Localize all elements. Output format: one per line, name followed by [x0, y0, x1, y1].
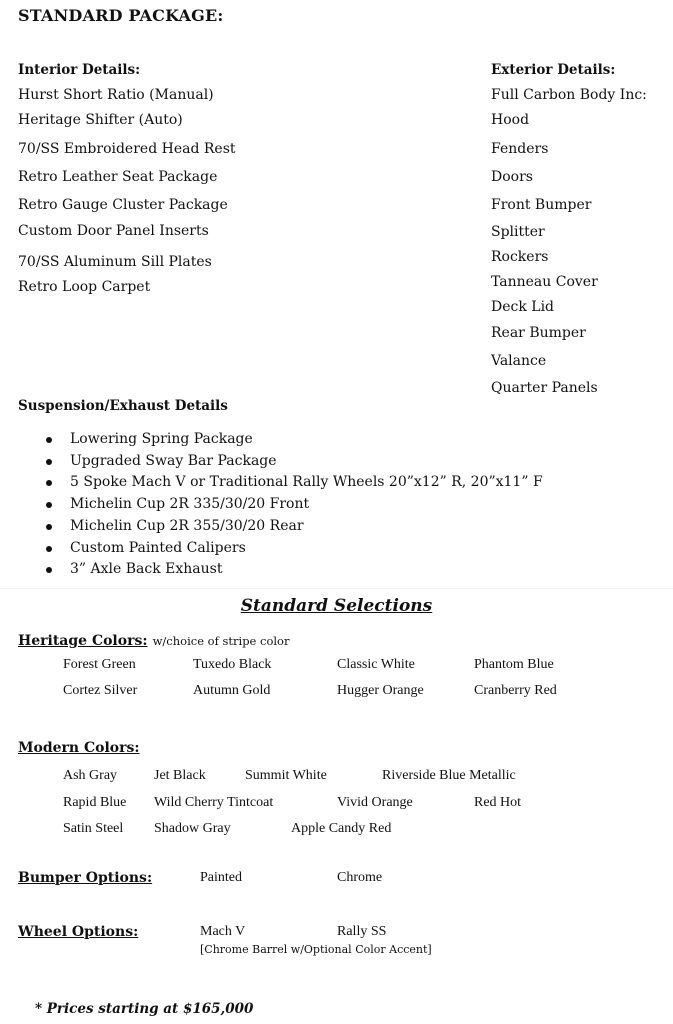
- exterior-item: Hood: [491, 112, 530, 128]
- heritage-color: Forest Green: [63, 657, 136, 672]
- exterior-item: Splitter: [491, 224, 545, 240]
- heritage-color: Cranberry Red: [474, 683, 557, 698]
- bullet-icon: [46, 437, 52, 443]
- exterior-item: Valance: [491, 353, 547, 369]
- bumper-option: Painted: [200, 870, 242, 885]
- wheel-options-label: Wheel Options:: [18, 924, 139, 940]
- heritage-color: Cortez Silver: [63, 683, 138, 698]
- bumper-options-label: Bumper Options:: [18, 870, 153, 886]
- exterior-item: Tanneau Cover: [491, 274, 598, 290]
- wheel-options-note: [Chrome Barrel w/Optional Color Accent]: [200, 943, 432, 956]
- bumper-option: Chrome: [337, 870, 383, 885]
- heritage-color: Hugger Orange: [337, 683, 424, 698]
- heritage-color: Autumn Gold: [193, 683, 271, 698]
- suspension-item-text: Michelin Cup 2R 355/30/20 Rear: [70, 518, 304, 534]
- interior-header: Interior Details:: [18, 62, 141, 78]
- exterior-item: Deck Lid: [491, 299, 555, 315]
- modern-color: Satin Steel: [63, 821, 124, 836]
- wheel-option: Rally SS: [337, 924, 387, 939]
- suspension-list-item: [70, 518, 304, 534]
- page-title: STANDARD PACKAGE:: [18, 6, 224, 25]
- heritage-color: Tuxedo Black: [193, 657, 272, 672]
- exterior-item: Full Carbon Body Inc:: [491, 87, 647, 103]
- modern-color: Rapid Blue: [63, 795, 127, 810]
- bullet-icon: [46, 502, 52, 508]
- suspension-list-item: [70, 474, 543, 490]
- interior-item: Retro Leather Seat Package: [18, 169, 218, 185]
- interior-item: Retro Gauge Cluster Package: [18, 197, 228, 213]
- exterior-item: Quarter Panels: [491, 380, 598, 396]
- bullet-icon: [46, 546, 52, 552]
- modern-colors-label: Modern Colors:: [18, 740, 140, 756]
- modern-color: Wild Cherry Tintcoat: [154, 795, 274, 810]
- modern-color: Vivid Orange: [337, 795, 413, 810]
- modern-color: Summit White: [245, 768, 327, 783]
- suspension-item-text: Upgraded Sway Bar Package: [70, 453, 277, 469]
- suspension-item-text: Lowering Spring Package: [70, 431, 253, 447]
- suspension-list-item: [70, 561, 222, 577]
- heritage-color: Phantom Blue: [474, 657, 554, 672]
- suspension-list-item: [70, 453, 277, 469]
- interior-item: Hurst Short Ratio (Manual): [18, 87, 214, 103]
- suspension-list-item: [70, 496, 309, 512]
- bullet-icon: [46, 567, 52, 573]
- heritage-colors-heading: [18, 630, 289, 649]
- interior-item: Heritage Shifter (Auto): [18, 112, 183, 128]
- suspension-header: Suspension/Exhaust Details: [18, 398, 228, 414]
- exterior-item: Rockers: [491, 249, 549, 265]
- exterior-item: Doors: [491, 169, 533, 185]
- exterior-item: Fenders: [491, 141, 549, 157]
- interior-item: 70/SS Aluminum Sill Plates: [18, 254, 212, 270]
- bullet-icon: [46, 459, 52, 465]
- exterior-header: Exterior Details:: [491, 62, 616, 78]
- wheel-option: Mach V: [200, 924, 246, 939]
- suspension-item-text: Custom Painted Calipers: [70, 540, 246, 556]
- price-note: * Prices starting at $165,000: [35, 1001, 254, 1017]
- heritage-color: Classic White: [337, 657, 415, 672]
- suspension-item-text: 5 Spoke Mach V or Traditional Rally Wheels 20”x12” R, 20”x11” F: [70, 474, 543, 490]
- modern-color: Shadow Gray: [154, 821, 231, 836]
- heritage-colors-note: w/choice of stripe color: [152, 634, 290, 648]
- heritage-colors-label: Heritage Colors:: [18, 633, 148, 649]
- selections-title: Standard Selections: [240, 596, 433, 616]
- modern-color: Jet Black: [154, 768, 206, 783]
- suspension-list-item: [70, 540, 246, 556]
- exterior-item: Rear Bumper: [491, 325, 586, 341]
- exterior-item: Front Bumper: [491, 197, 592, 213]
- suspension-item-text: 3” Axle Back Exhaust: [70, 561, 223, 577]
- modern-color: Apple Candy Red: [291, 821, 392, 836]
- suspension-list-item: [70, 431, 253, 447]
- interior-item: Retro Loop Carpet: [18, 279, 151, 295]
- interior-item: Custom Door Panel Inserts: [18, 223, 209, 239]
- modern-color: Red Hot: [474, 795, 522, 810]
- interior-item: 70/SS Embroidered Head Rest: [18, 141, 236, 157]
- modern-color: Riverside Blue Metallic: [382, 768, 516, 783]
- bullet-icon: [46, 524, 52, 530]
- modern-color: Ash Gray: [63, 768, 118, 783]
- bullet-icon: [46, 480, 52, 486]
- suspension-item-text: Michelin Cup 2R 335/30/20 Front: [70, 496, 310, 512]
- section-divider: [0, 588, 673, 589]
